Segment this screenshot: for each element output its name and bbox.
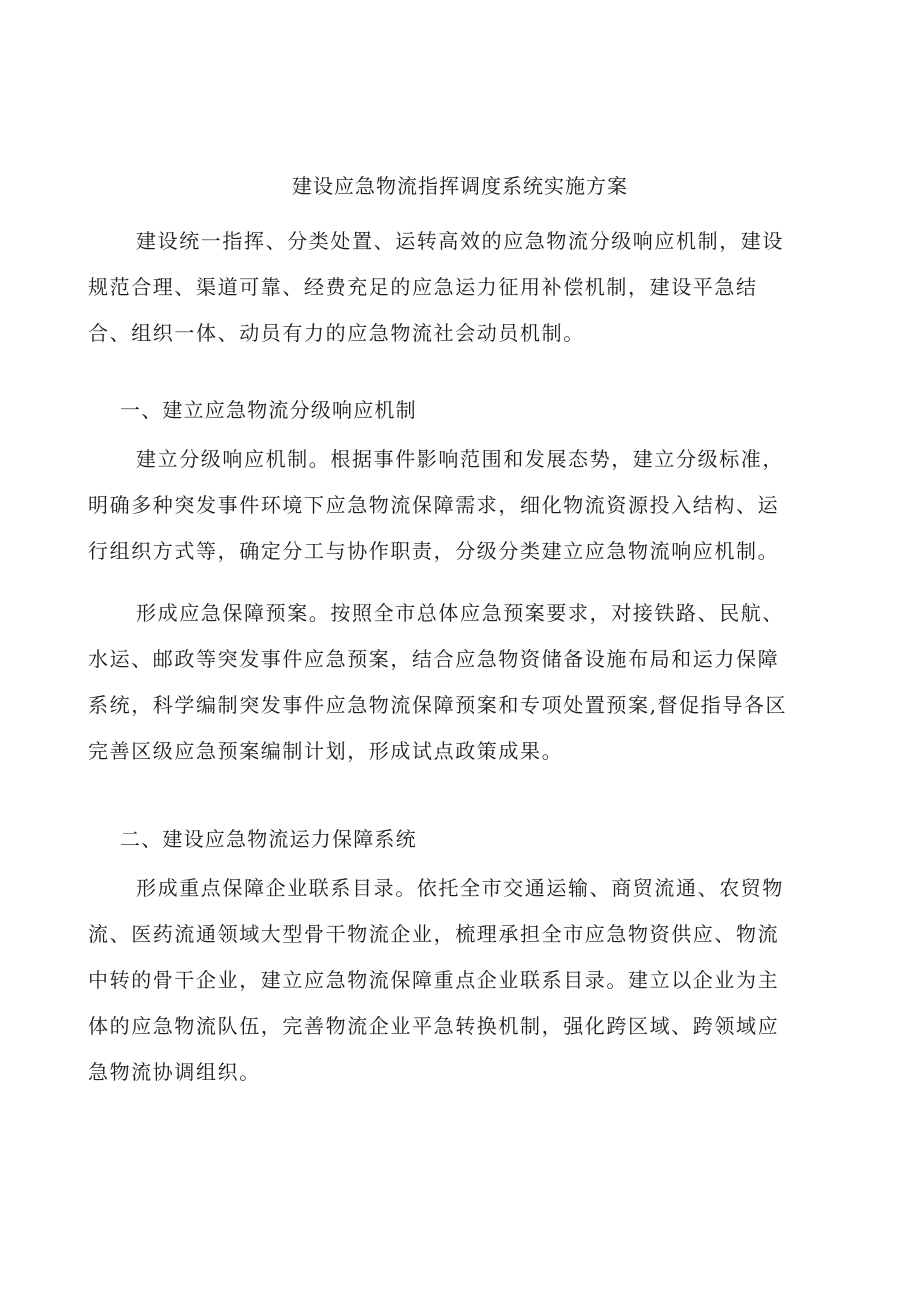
section-1-paragraph-1 [88, 436, 844, 574]
section-1-p2-line-1: 形成应急保障预案。按照全市总体应急预案要求，对接铁路、民航、 [136, 601, 784, 625]
section-2-p1-line-2: 流、医药流通领域大型骨干物流企业，梳理承担全市应急物资供应、物流 [88, 922, 780, 946]
section-2-p1-line-5: 急物流协调组织。 [88, 1060, 261, 1084]
intro-line-1: 建设统一指挥、分类处置、运转高效的应急物流分级响应机制，建设 [136, 229, 784, 253]
section-1-p1-line-1: 建立分级响应机制。根据事件影响范围和发展态势，建立分级标准， [136, 447, 784, 471]
section-2-p1-line-1: 形成重点保障企业联系目录。依托全市交通运输、商贸流通、农贸物 [136, 876, 784, 900]
intro-line-2: 规范合理、渠道可靠、经费充足的应急运力征用补偿机制，建设平急结 [88, 275, 758, 299]
section-2-paragraph-1 [88, 865, 844, 1095]
intro-line-3: 合、组织一体、动员有力的应急物流社会动员机制。 [88, 321, 585, 345]
section-1-heading: 一、建立应急物流分级响应机制 [120, 398, 417, 422]
section-1-p2-line-4: 完善区级应急预案编制计划，形成试点政策成果。 [88, 739, 564, 763]
document-title: 建设应急物流指挥调度系统实施方案 [292, 174, 628, 198]
section-1-p2-line-3: 系统，科学编制突发事件应急物流保障预案和专项处置预案,督促指导各区 [88, 693, 788, 717]
intro-paragraph [88, 218, 844, 356]
section-1-paragraph-2 [88, 590, 844, 774]
section-1-p1-line-3: 行组织方式等，确定分工与协作职责，分级分类建立应急物流响应机制。 [88, 539, 780, 563]
section-1-p1-line-2: 明确多种突发事件环境下应急物流保障需求，细化物流资源投入结构、运 [88, 493, 780, 517]
section-2-heading: 二、建设应急物流运力保障系统 [120, 827, 417, 851]
section-2-p1-line-4: 体的应急物流队伍，完善物流企业平急转换机制，强化跨区域、跨领域应 [88, 1014, 780, 1038]
section-1-p2-line-2: 水运、邮政等突发事件应急预案，结合应急物资储备设施布局和运力保障 [88, 647, 780, 671]
section-2-p1-line-3: 中转的骨干企业，建立应急物流保障重点企业联系目录。建立以企业为主 [88, 968, 780, 992]
